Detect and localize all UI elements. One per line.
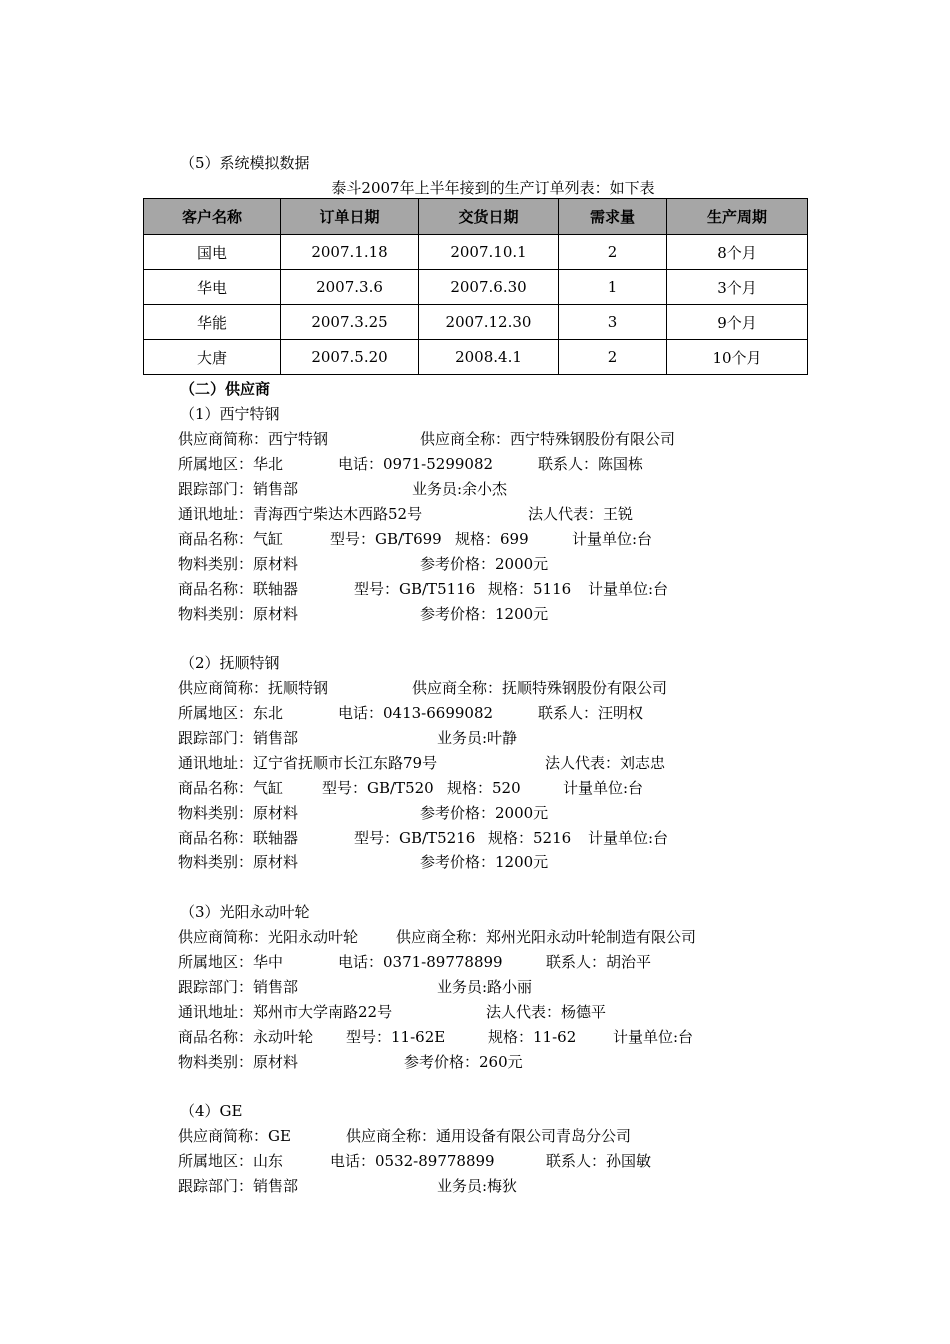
supplier-3-p1-name: 商品名称：永动叶轮	[178, 1028, 314, 1046]
table-row	[144, 340, 808, 375]
table-cell: 2007.5.20	[281, 340, 419, 375]
supplier-2-p2-unit: 计量单位:台	[588, 829, 669, 847]
supplier-2-p1-spec: 规格：520	[447, 779, 521, 797]
table-cell: 3	[559, 305, 667, 340]
supplier-1-p2-name: 商品名称：联轴器	[178, 580, 299, 598]
table-cell: 3个月	[667, 270, 808, 305]
supplier-2-p2-price: 参考价格：1200元	[420, 853, 549, 871]
supplier-1-region: 所属地区：华北	[178, 455, 284, 473]
supplier-2-heading: （2）抚顺特钢	[180, 654, 280, 672]
supplier-1-legal: 法人代表：王锐	[528, 505, 634, 523]
supplier-2-p1-model: 型号：GB/T520	[322, 779, 434, 797]
table-row	[144, 235, 808, 270]
supplier-4-contact: 联系人：孙国敏	[546, 1152, 652, 1170]
supplier-1-p1-unit: 计量单位:台	[572, 530, 653, 548]
supplier-1-address: 通讯地址：青海西宁柴达木西路52号	[178, 505, 423, 523]
supplier-1-p2-model: 型号：GB/T5116	[354, 580, 476, 598]
supplier-1-heading: （1）西宁特钢	[180, 405, 280, 423]
supplier-3-full-name: 供应商全称：郑州光阳永动叶轮制造有限公司	[396, 928, 697, 946]
supplier-3-heading: （3）光阳永动叶轮	[180, 903, 310, 921]
header-cycle: 生产周期	[667, 199, 808, 235]
table-header-row	[144, 199, 808, 235]
table-cell: 华能	[144, 305, 281, 340]
supplier-2-legal: 法人代表：刘志忠	[545, 754, 666, 772]
header-order-date: 订单日期	[281, 199, 419, 235]
supplier-2-p1-price: 参考价格：2000元	[420, 804, 549, 822]
supplier-3-dept: 跟踪部门：销售部	[178, 978, 299, 996]
supplier-4-phone: 电话：0532-89778899	[330, 1152, 495, 1170]
supplier-3-contact: 联系人：胡治平	[546, 953, 652, 971]
supplier-1-p2-unit: 计量单位:台	[588, 580, 669, 598]
supplier-3-address: 通讯地址：郑州市大学南路22号	[178, 1003, 393, 1021]
supplier-2-p2-name: 商品名称：联轴器	[178, 829, 299, 847]
supplier-1-p2-spec: 规格：5116	[488, 580, 572, 598]
orders-table	[143, 198, 808, 375]
supplier-4-full-name: 供应商全称：通用设备有限公司青岛分公司	[346, 1127, 632, 1145]
supplier-4-dept: 跟踪部门：销售部	[178, 1177, 299, 1195]
table-cell: 2007.6.30	[419, 270, 559, 305]
table-cell: 2	[559, 235, 667, 270]
table-cell: 2007.10.1	[419, 235, 559, 270]
supplier-2-short-name: 供应商简称：抚顺特钢	[178, 679, 329, 697]
supplier-4-region: 所属地区：山东	[178, 1152, 284, 1170]
supplier-2-phone: 电话：0413-6699082	[338, 704, 494, 722]
table-cell: 大唐	[144, 340, 281, 375]
table-cell: 8个月	[667, 235, 808, 270]
supplier-2-address: 通讯地址：辽宁省抚顺市长江东路79号	[178, 754, 438, 772]
supplier-1-p1-spec: 规格：699	[455, 530, 529, 548]
supplier-1-contact: 联系人：陈国栋	[538, 455, 644, 473]
table-cell: 2007.3.6	[281, 270, 419, 305]
supplier-2-p1-unit: 计量单位:台	[563, 779, 644, 797]
supplier-1-short-name: 供应商简称：西宁特钢	[178, 430, 329, 448]
supplier-3-legal: 法人代表：杨德平	[486, 1003, 607, 1021]
table-cell: 2007.12.30	[419, 305, 559, 340]
supplier-2-p2-model: 型号：GB/T5216	[354, 829, 476, 847]
table-cell: 2	[559, 340, 667, 375]
supplier-3-p1-spec: 规格：11-62	[488, 1028, 577, 1046]
supplier-2-full-name: 供应商全称：抚顺特殊钢股份有限公司	[412, 679, 668, 697]
supplier-4-salesman: 业务员:梅狄	[437, 1177, 518, 1195]
supplier-1-p2-price: 参考价格：1200元	[420, 605, 549, 623]
supplier-2-contact: 联系人：汪明权	[538, 704, 644, 722]
supplier-2-salesman: 业务员:叶静	[437, 729, 518, 747]
supplier-1-p2-type: 物料类别：原材料	[178, 605, 299, 623]
supplier-1-p1-model: 型号：GB/T699	[330, 530, 442, 548]
supplier-2-p1-type: 物料类别：原材料	[178, 804, 299, 822]
header-delivery-date: 交货日期	[419, 199, 559, 235]
supplier-2-p2-type: 物料类别：原材料	[178, 853, 299, 871]
supplier-3-salesman: 业务员:路小丽	[437, 978, 533, 996]
table-cell: 9个月	[667, 305, 808, 340]
supplier-3-region: 所属地区：华中	[178, 953, 284, 971]
table-cell: 2007.3.25	[281, 305, 419, 340]
table-row	[144, 270, 808, 305]
table-row	[144, 305, 808, 340]
supplier-1-p1-type: 物料类别：原材料	[178, 555, 299, 573]
table-cell: 10个月	[667, 340, 808, 375]
table-cell: 1	[559, 270, 667, 305]
table-cell: 2007.1.18	[281, 235, 419, 270]
supplier-2-region: 所属地区：东北	[178, 704, 284, 722]
supplier-1-p1-name: 商品名称：气缸	[178, 530, 284, 548]
header-customer: 客户名称	[144, 199, 281, 235]
supplier-3-p1-unit: 计量单位:台	[613, 1028, 694, 1046]
supplier-3-p1-price: 参考价格：260元	[404, 1053, 523, 1071]
supplier-1-dept: 跟踪部门：销售部	[178, 480, 299, 498]
table-caption: 泰斗2007年上半年接到的生产订单列表：如下表	[331, 179, 655, 197]
supplier-2-p2-spec: 规格：5216	[488, 829, 572, 847]
supplier-4-heading: （4）GE	[180, 1102, 243, 1120]
supplier-2-dept: 跟踪部门：销售部	[178, 729, 299, 747]
header-quantity: 需求量	[559, 199, 667, 235]
table-cell: 2008.4.1	[419, 340, 559, 375]
section-5-title: （5）系统模拟数据	[180, 154, 310, 172]
supplier-1-salesman: 业务员:余小杰	[412, 480, 508, 498]
supplier-1-p1-price: 参考价格：2000元	[420, 555, 549, 573]
supplier-3-phone: 电话：0371-89778899	[338, 953, 503, 971]
supplier-1-full-name: 供应商全称：西宁特殊钢股份有限公司	[420, 430, 676, 448]
supplier-4-short-name: 供应商简称：GE	[178, 1127, 291, 1145]
supplier-3-short-name: 供应商简称：光阳永动叶轮	[178, 928, 359, 946]
supplier-1-phone: 电话：0971-5299082	[338, 455, 494, 473]
table-cell: 华电	[144, 270, 281, 305]
table-cell: 国电	[144, 235, 281, 270]
supplier-2-p1-name: 商品名称：气缸	[178, 779, 284, 797]
supplier-3-p1-type: 物料类别：原材料	[178, 1053, 299, 1071]
section-2-title: （二）供应商	[180, 380, 271, 398]
supplier-3-p1-model: 型号：11-62E	[346, 1028, 446, 1046]
